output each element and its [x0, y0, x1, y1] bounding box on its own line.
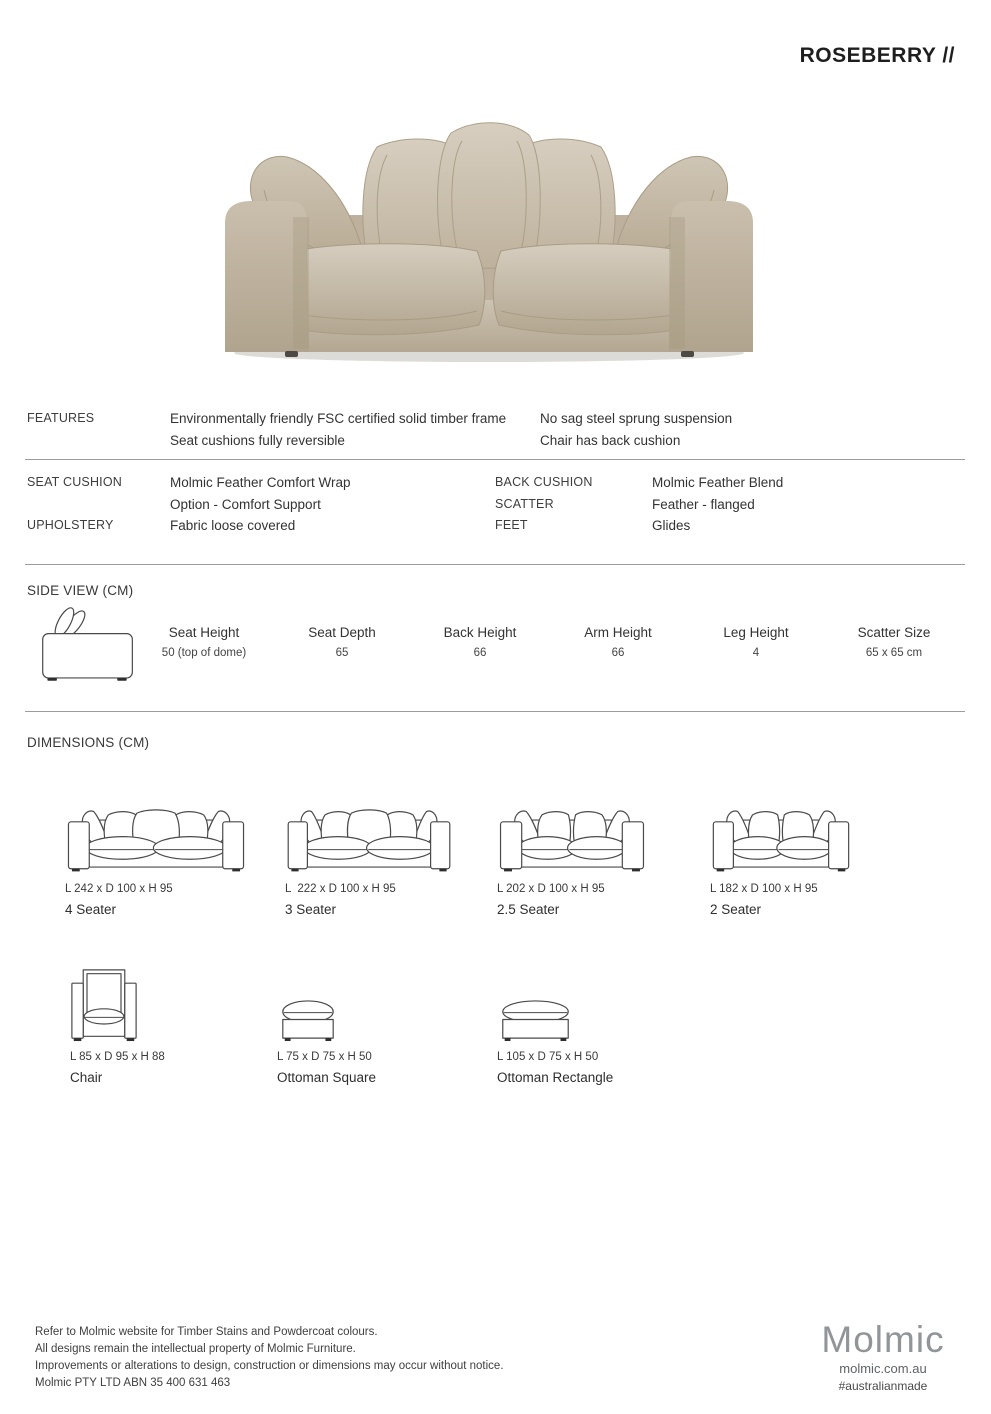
dim-card-2-5-seater: [497, 792, 647, 917]
metric-value: 65 x 65 cm: [865, 647, 923, 659]
feature-item: No sag steel sprung suspension: [540, 411, 733, 426]
ottoman-square-line-drawing: [277, 968, 376, 1042]
upholstery-value: Fabric loose covered: [170, 518, 296, 533]
feature-item: Seat cushions fully reversible: [170, 432, 345, 448]
dim-card-name: 3 Seater: [285, 902, 337, 917]
dim-card-name: 2 Seater: [710, 902, 762, 917]
dim-card-name: Ottoman Rectangle: [497, 1070, 614, 1085]
metric-label: Arm Height: [584, 625, 652, 640]
sofa-4-seater-line-drawing: [65, 792, 247, 874]
metric-value: 50 (top of dome): [161, 647, 247, 659]
feature-item: Environmentally friendly FSC certified solid timber frame: [170, 411, 507, 426]
seat-cushion-label: SEAT CUSHION: [27, 475, 123, 489]
dim-card-3-seater: [285, 792, 453, 917]
legal-text: [35, 1324, 504, 1392]
dim-card-name: 2.5 Seater: [497, 902, 560, 917]
dim-card-name: Ottoman Square: [277, 1070, 377, 1085]
side-view-heading: SIDE VIEW (CM): [27, 583, 134, 598]
cushion-specs-section: [27, 472, 965, 537]
sofa-2-seater-line-drawing: [710, 792, 852, 874]
metric-label: Seat Depth: [308, 625, 376, 640]
metric-label: Seat Height: [168, 625, 240, 640]
sofa-photo-illustration: [219, 95, 759, 365]
spec-values-left: [170, 472, 495, 537]
spec-labels-left: [27, 472, 170, 537]
dim-card-dimensions: L 75 x D 75 x H 50: [277, 1051, 372, 1063]
dim-card-name: Chair: [70, 1070, 103, 1085]
armchair-line-drawing: [70, 968, 165, 1042]
dim-card-dimensions: L 105 x D 75 x H 50: [497, 1051, 599, 1063]
dim-card-chair: [70, 968, 165, 1085]
dim-card-ottoman-square: [277, 968, 376, 1085]
dim-card-dimensions: L 202 x D 100 x H 95: [497, 883, 605, 895]
dim-card-dimensions: L 85 x D 95 x H 88: [70, 1051, 165, 1063]
metric-label: Back Height: [443, 625, 517, 640]
metric-value: 65: [335, 647, 349, 659]
dim-card-dimensions: L 182 x D 100 x H 95: [710, 883, 818, 895]
dimensions-heading: DIMENSIONS (CM): [27, 735, 150, 750]
ottoman-rectangle-line-drawing: [497, 968, 613, 1042]
spacer-row: [27, 494, 170, 516]
section-divider: [25, 711, 965, 712]
metric-back-height: [411, 625, 549, 659]
metric-scatter-size: [825, 625, 963, 659]
section-divider: [25, 564, 965, 565]
seat-cushion-option-value: Option - Comfort Support: [170, 496, 321, 512]
legal-line: Refer to Molmic website for Timber Stains and Powdercoat colours.: [35, 1326, 378, 1338]
legal-line: Molmic PTY LTD ABN 35 400 631 463: [35, 1377, 231, 1389]
features-column-2: [540, 408, 965, 451]
metric-seat-depth: [273, 625, 411, 659]
brand-block: [813, 1320, 953, 1393]
metric-value: 4: [752, 647, 760, 659]
feet-value: Glides: [652, 518, 691, 533]
sofa-2-5-seater-line-drawing: [497, 792, 647, 874]
side-view-metrics: [135, 625, 963, 659]
back-cushion-value: Molmic Feather Blend: [652, 475, 784, 490]
spec-values-right: [652, 472, 965, 537]
legal-line: All designs remain the intellectual property of Molmic Furniture.: [35, 1343, 356, 1355]
features-column-1: [170, 408, 540, 451]
dim-card-ottoman-rectangle: [497, 968, 613, 1085]
page-title: ROSEBERRY //: [799, 44, 955, 67]
dim-card-2-seater: [710, 792, 852, 917]
metric-seat-height: [135, 625, 273, 659]
sofa-product-photo: [219, 95, 759, 365]
upholstery-label: UPHOLSTERY: [27, 518, 114, 532]
brand-website: molmic.com.au: [839, 1361, 927, 1376]
molmic-logo: Molmic: [821, 1319, 945, 1360]
metric-label: Scatter Size: [857, 625, 931, 640]
dim-card-name: 4 Seater: [65, 902, 117, 917]
dim-card-dimensions: L 242 x D 100 x H 95: [65, 883, 173, 895]
back-cushion-label: BACK CUSHION: [495, 475, 593, 489]
scatter-label: SCATTER: [495, 496, 554, 511]
metric-arm-height: [549, 625, 687, 659]
brand-hashtag: #australianmade: [838, 1379, 928, 1393]
feet-label: FEET: [495, 518, 528, 532]
metric-label: Leg Height: [723, 625, 789, 640]
sofa-side-profile-icon: [38, 605, 138, 688]
scatter-value: Feather - flanged: [652, 496, 755, 512]
feature-item: Chair has back cushion: [540, 432, 681, 448]
features-section: [27, 408, 965, 451]
dim-card-dimensions: L 222 x D 100 x H 95: [285, 883, 396, 895]
features-label: FEATURES: [27, 411, 95, 425]
seat-cushion-value: Molmic Feather Comfort Wrap: [170, 475, 351, 490]
sofa-3-seater-line-drawing: [285, 792, 453, 874]
dim-card-4-seater: [65, 792, 247, 917]
metric-leg-height: [687, 625, 825, 659]
section-divider: [25, 459, 965, 460]
metric-value: 66: [473, 647, 487, 659]
spec-labels-right: [495, 472, 652, 537]
legal-line: Improvements or alterations to design, construction or dimensions may occur without notice.: [35, 1360, 504, 1372]
metric-value: 66: [611, 647, 625, 659]
